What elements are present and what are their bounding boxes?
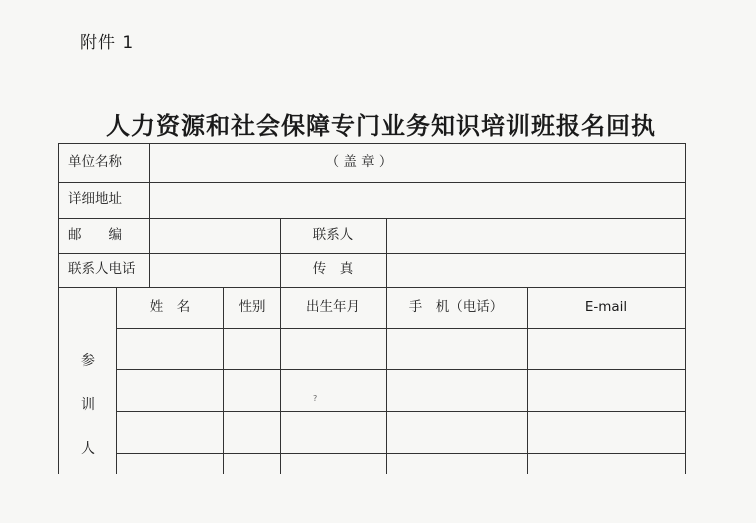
participants-side-label xyxy=(78,350,98,482)
registration-form-table xyxy=(58,143,686,474)
row-divider xyxy=(59,287,685,288)
side-label-char: 人 xyxy=(81,441,95,457)
stray-mark: ? xyxy=(313,394,318,403)
fax-label: 传 真 xyxy=(312,261,354,277)
column-divider xyxy=(386,287,387,474)
column-divider xyxy=(149,144,150,287)
phone-header: 手 机（电话） xyxy=(408,299,504,315)
gender-header: 性别 xyxy=(238,299,266,315)
side-label-char: 训 xyxy=(81,397,95,413)
seal-note: （ 盖 章 ） xyxy=(325,154,393,170)
column-divider xyxy=(223,287,224,474)
side-label-char: 参 xyxy=(81,353,95,369)
address-label: 详细地址 xyxy=(68,191,122,207)
row-divider xyxy=(59,182,685,183)
row-divider xyxy=(116,328,685,329)
postcode-label: 邮 编 xyxy=(68,227,122,243)
column-divider xyxy=(280,218,281,287)
column-divider xyxy=(527,287,528,474)
page-title: 人力资源和社会保障专门业务知识培训班报名回执 xyxy=(106,112,656,140)
attachment-label: 附件 1 xyxy=(80,33,135,53)
email-header: E-mail xyxy=(584,299,628,315)
row-divider xyxy=(116,369,685,370)
contact-phone-label: 联系人电话 xyxy=(68,261,136,277)
row-divider xyxy=(116,411,685,412)
column-divider xyxy=(116,287,117,474)
row-divider xyxy=(59,218,685,219)
column-divider xyxy=(280,287,281,474)
row-divider xyxy=(59,253,685,254)
birth-header: 出生年月 xyxy=(306,299,360,315)
column-divider xyxy=(386,218,387,287)
contact-person-label: 联系人 xyxy=(312,227,354,243)
name-header: 姓 名 xyxy=(149,299,191,315)
unit-name-label: 单位名称 xyxy=(68,154,122,170)
row-divider xyxy=(116,453,685,454)
